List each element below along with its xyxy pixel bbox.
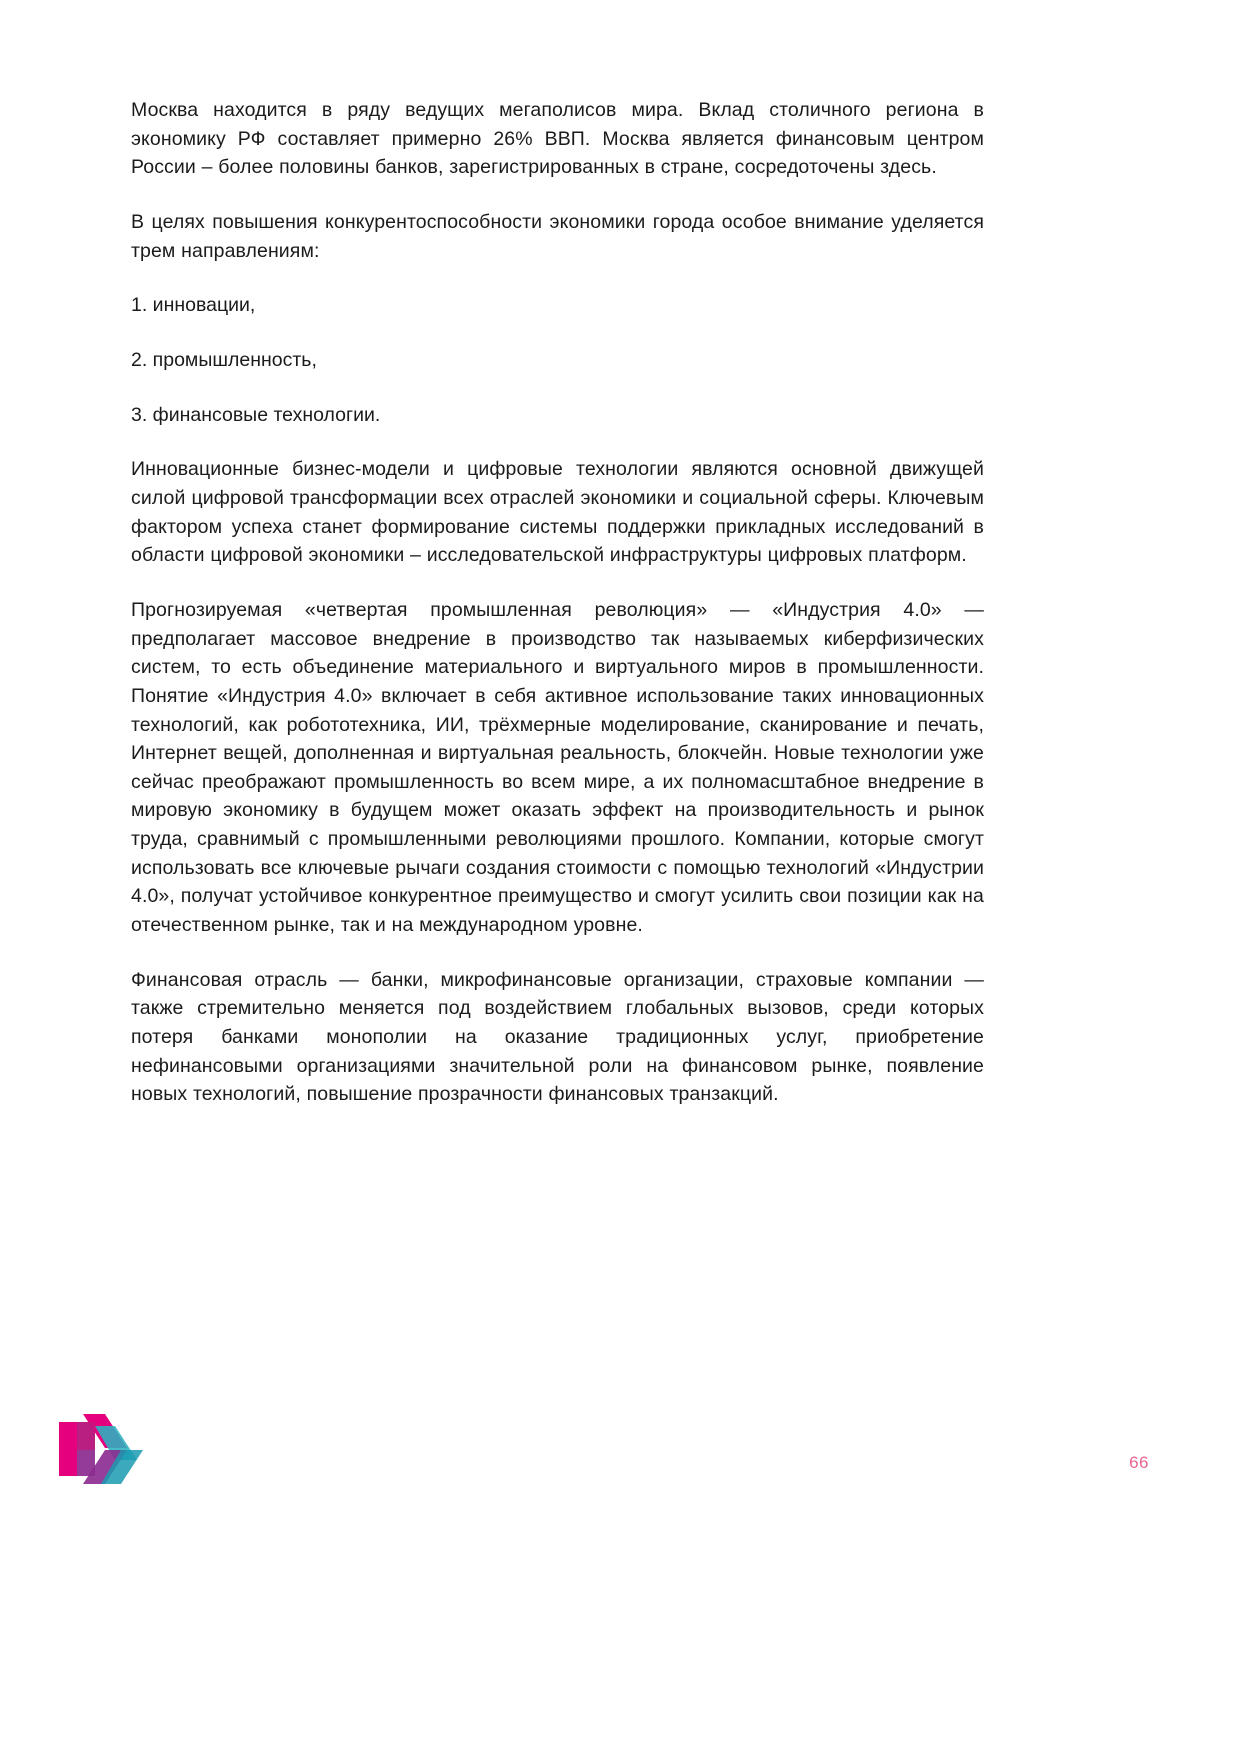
list-item-fintech: 3. финансовые технологии. xyxy=(131,403,381,426)
paragraph-financial-sector: Финансовая отрасль — банки, микрофинансовые организации, страховые компании — также стремительно меняется под воздействием глобальных вызовов, среди которых потеря банками монополии на оказание традиционных услуг, приобретение нефинансовыми организациями значительной роли на финансовом рынке, появление новых технологий, повышение прозрачности финансовых транзакций. xyxy=(131,968,984,1106)
list-item-innovations: 1. инновации, xyxy=(131,294,256,317)
paragraph-industry-40: Прогнозируемая «четвертая промышленная революция» — «Индустрия 4.0» — предполагает массовое внедрение в производство так называемых киберфизических систем, то есть объединение материального и виртуального миров в промышленности. Понятие «Индустрия 4.0» включает в себя активное использование таких инновационных технологий, как робототехника, ИИ, трёхмерные моделирование, сканирование и печать, Интернет вещей, дополненная и виртуальная реальность, блокчейн. Новые технологии уже сейчас преображают промышленность во всем мире, а их полномасштабное внедрение в мировую экономику в будущем может оказать эффект на производительность и рынок труда, сравнимый с промышленными революциями прошлого. Компании, которые смогут использовать все ключевые рычаги создания стоимости с помощью технологий «Индустрии 4.0», получат устойчивое конкурентное преимущество и смогут усилить свои позиции как на отечественном рынке, так и на международном уровне. xyxy=(131,598,984,937)
paragraph-intro-moscow: Москва находится в ряду ведущих мегаполисов мира. Вклад столичного региона в экономику РФ составляет примерно 26% ВВП. Москва является финансовым центром России – более половины банков, зарегистрированных в стране, сосредоточены здесь. xyxy=(131,99,984,179)
mpk-chevron-logo xyxy=(57,1406,149,1492)
page-number: 66 xyxy=(1129,1453,1149,1472)
page-content xyxy=(131,96,984,1135)
list-item-industry: 2. промышленность, xyxy=(131,348,317,371)
paragraph-digital-transformation: Инновационные бизнес-модели и цифровые технологии являются основной движущей силой цифровой трансформации всех отраслей экономики и социальной сферы. Ключевым фактором успеха станет формирование системы поддержки прикладных исследований в области цифровой экономики – исследовательской инфраструктуры цифровых платформ. xyxy=(131,458,984,567)
paragraph-three-directions: В целях повышения конкурентоспособности экономики города особое внимание уделяется трем направлениям: xyxy=(131,210,984,262)
